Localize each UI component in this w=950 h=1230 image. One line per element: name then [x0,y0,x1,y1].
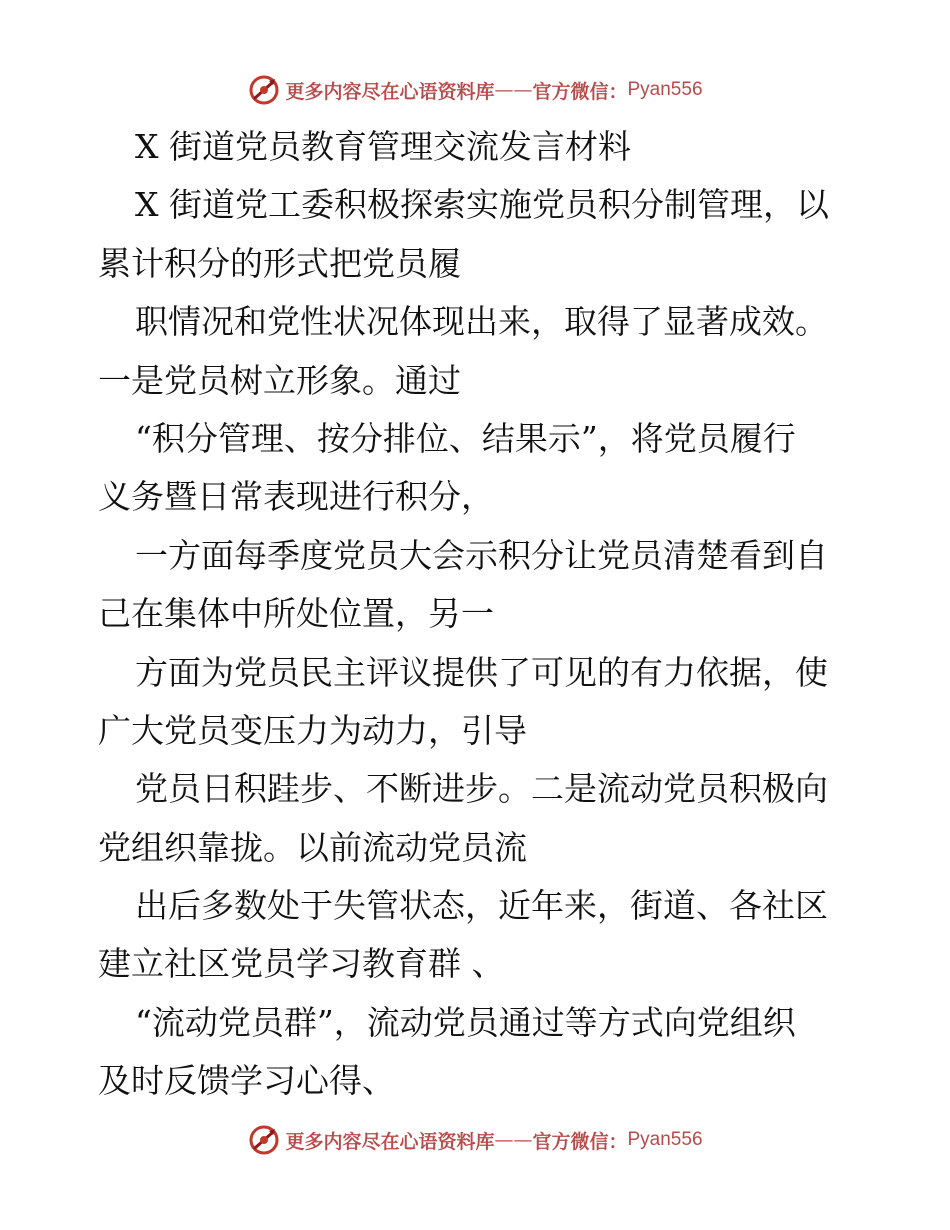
watermark-wechat-label: 官方微信： [532,1130,628,1153]
paragraph-line: 党组织靠拢。以前流动党员流 [98,827,527,867]
logo-icon [247,73,281,107]
watermark-dash: —— [494,1129,533,1151]
paragraph-line: 职情况和党性状况体现出来，取得了显著成效。 [135,302,828,342]
paragraph-line: 一方面每季度党员大会示积分让党员清楚看到自 [135,535,828,575]
paragraph-line: 己在集体中所处位置，另一 [98,594,494,634]
watermark-wechat-id: Pyan556 [627,1129,703,1150]
paragraph-line: “积分管理、按分排位、结果示”，将党员履行 [135,418,796,458]
paragraph-line: 建立社区党员学习教育群 、 [98,944,505,984]
document-title: X 街道党员教育管理交流发言材料 [135,127,631,166]
paragraph-line: X 街道党工委积极探索实施党员积分制管理，以 [135,185,829,225]
watermark-wechat-id: Pyan556 [627,79,703,100]
footer-watermark [0,1120,950,1160]
watermark-dash: —— [494,79,533,101]
watermark-text: 更多内容尽在心语资料库 [285,80,495,103]
paragraph-line: 义务暨日常表现进行积分， [98,477,494,517]
paragraph-line: 一是党员树立形象。通过 [98,360,461,400]
paragraph-line: 及时反馈学习心得、 [98,1061,395,1101]
paragraph-line: 方面为党员民主评议提供了可见的有力依据，使 [135,652,828,692]
watermark-wechat-label: 官方微信： [532,80,628,103]
document-body [98,118,858,1111]
logo-icon [247,1123,281,1157]
paragraph-line: 出后多数处于失管状态，近年来，街道、各社区 [135,886,828,926]
header-watermark [0,70,950,110]
watermark-text: 更多内容尽在心语资料库 [285,1130,495,1153]
paragraph-line: 累计积分的形式把党员履 [98,243,461,283]
paragraph-line: 广大党员变压力为动力，引导 [98,710,527,750]
paragraph-line: “流动党员群”，流动党员通过等方式向党组织 [135,1002,796,1042]
paragraph-line: 党员日积跬步、不断进步。二是流动党员积极向 [135,769,828,809]
